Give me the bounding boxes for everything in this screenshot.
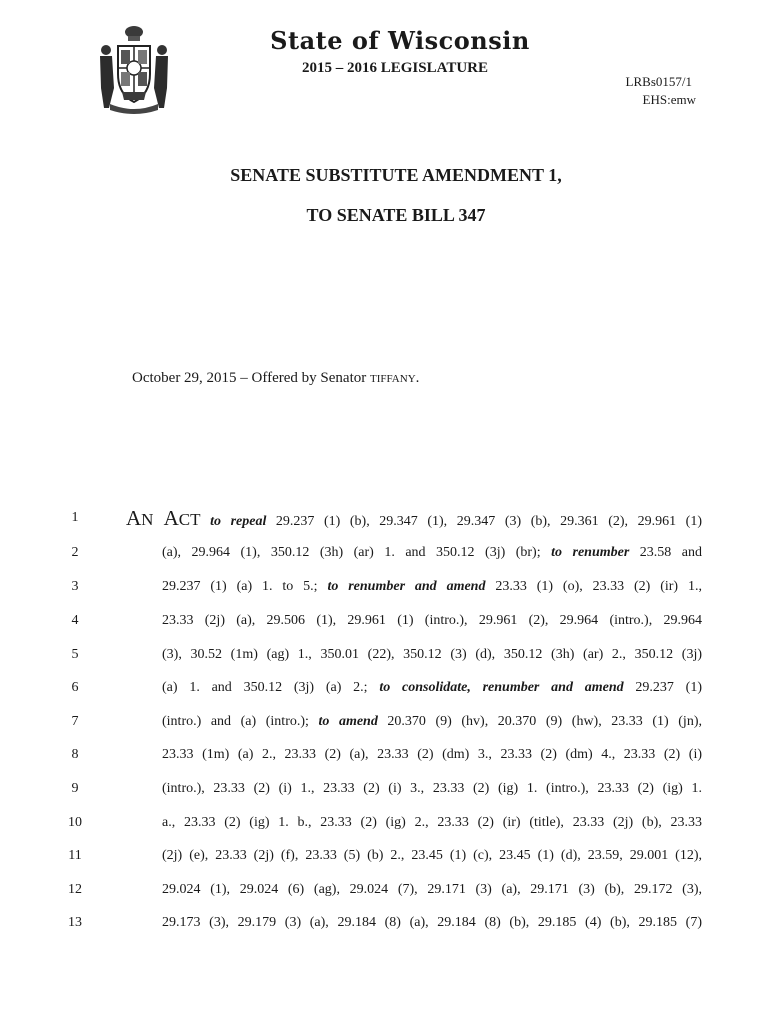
body-line <box>162 848 702 864</box>
drafter-initials: EHS:emw <box>642 92 696 107</box>
body-line <box>162 747 702 763</box>
action-keyword: to renumber <box>551 545 630 560</box>
statute-text: 23.58 and <box>629 545 702 560</box>
statute-text: 29.237 (1) (a) 1. to 5.; <box>162 579 328 594</box>
statute-text: 29.024 (1), 29.024 (6) (ag), 29.024 (7), 29.171 (3) (a), 29.171 (3) (b), 29.172 (3), <box>162 882 702 897</box>
line-number: 11 <box>68 848 82 863</box>
act-letter: A <box>126 506 142 530</box>
body-line <box>162 882 702 898</box>
wisconsin-state-seal-icon <box>92 22 176 114</box>
statute-text: (intro.), 23.33 (2) (i) 1., 23.33 (2) (i) 3., 23.33 (2) (ig) 1. (intro.), 23.33 (2) (ig) 1. <box>162 781 702 796</box>
body-line <box>162 815 702 831</box>
legislature-session: 2015 – 2016 LEGISLATURE <box>301 60 488 76</box>
line-number: 3 <box>71 579 79 594</box>
line-number: 7 <box>71 714 79 729</box>
action-keyword: to consolidate, renumber and amend <box>379 680 624 695</box>
act-letter: CT <box>178 510 201 529</box>
statute-text: 29.237 (1) (b), 29.347 (1), 29.347 (3) (b), 29.361 (2), 29.961 (1) <box>266 514 703 529</box>
body-line <box>162 545 702 561</box>
body-line <box>162 613 702 629</box>
body-line <box>162 579 702 595</box>
statute-text: (3), 30.52 (1m) (ag) 1., 350.01 (22), 350.12 (3) (d), 350.12 (3h) (ar) 2., 350.12 (3j) <box>162 647 702 662</box>
body-line <box>162 915 702 931</box>
statute-text: 29.237 (1) <box>623 680 702 695</box>
act-space <box>153 506 163 530</box>
action-keyword: to renumber and amend <box>327 579 486 594</box>
line-number: 13 <box>68 915 82 930</box>
statute-text: (intro.) and (a) (intro.); <box>162 714 319 729</box>
statute-text: 29.173 (3), 29.179 (3) (a), 29.184 (8) (a), 29.184 (8) (b), 29.185 (4) (b), 29.185 (7) <box>162 915 702 930</box>
body-line <box>162 781 702 797</box>
action-keyword: to repeal <box>210 514 267 529</box>
amendment-title: SENATE SUBSTITUTE AMENDMENT 1, <box>230 165 562 185</box>
lrb-document-id: LRBs0157/1 <box>625 74 692 89</box>
senator-name: TIFFANY <box>370 373 416 385</box>
act-letter: A <box>163 506 179 530</box>
line-number: 9 <box>71 781 79 796</box>
offered-by-line <box>132 370 419 387</box>
body-line <box>162 680 702 696</box>
line-number: 2 <box>71 545 79 560</box>
statute-text: 23.33 (1m) (a) 2., 23.33 (2) (a), 23.33 (2) (dm) 3., 23.33 (2) (dm) 4., 23.33 (2) (i) <box>162 747 702 762</box>
line-number: 8 <box>71 747 79 762</box>
act-letter: N <box>141 510 154 529</box>
offered-suffix: . <box>415 370 420 386</box>
statute-text: (2j) (e), 23.33 (2j) (f), 23.33 (5) (b) 2., 23.45 (1) (c), 23.45 (1) (d), 23.59, 29.001 (12), <box>162 848 702 863</box>
bill-title: TO SENATE BILL 347 <box>306 205 486 225</box>
body-line <box>162 647 702 663</box>
body-line <box>162 714 702 730</box>
line-number: 4 <box>71 613 79 628</box>
statute-text: (a) 1. and 350.12 (3j) (a) 2.; <box>162 680 380 695</box>
statute-text: (a), 29.964 (1), 350.12 (3h) (ar) 1. and 350.12 (3j) (br); <box>162 545 552 560</box>
line-number: 5 <box>71 647 79 662</box>
line-number: 6 <box>71 680 79 695</box>
statute-text: 23.33 (2j) (a), 29.506 (1), 29.961 (1) (intro.), 29.961 (2), 29.964 (intro.), 29.964 <box>162 613 702 628</box>
body-line <box>126 506 702 531</box>
state-of-wisconsin-title: State of Wisconsin <box>270 26 530 55</box>
line-number: 12 <box>68 882 82 897</box>
line-number: 10 <box>68 815 82 830</box>
line-number: 1 <box>71 510 79 525</box>
statute-text: a., 23.33 (2) (ig) 1. b., 23.33 (2) (ig) 2., 23.33 (2) (ir) (title), 23.33 (2j) (b), 23.33 <box>162 815 702 830</box>
statute-text: 20.370 (9) (hv), 20.370 (9) (hw), 23.33 (1) (jn), <box>377 714 702 729</box>
offered-prefix: October 29, 2015 – Offered by Senator <box>132 370 370 386</box>
action-keyword: to amend <box>318 714 378 729</box>
statute-text: 23.33 (1) (o), 23.33 (2) (ir) 1., <box>485 579 702 594</box>
